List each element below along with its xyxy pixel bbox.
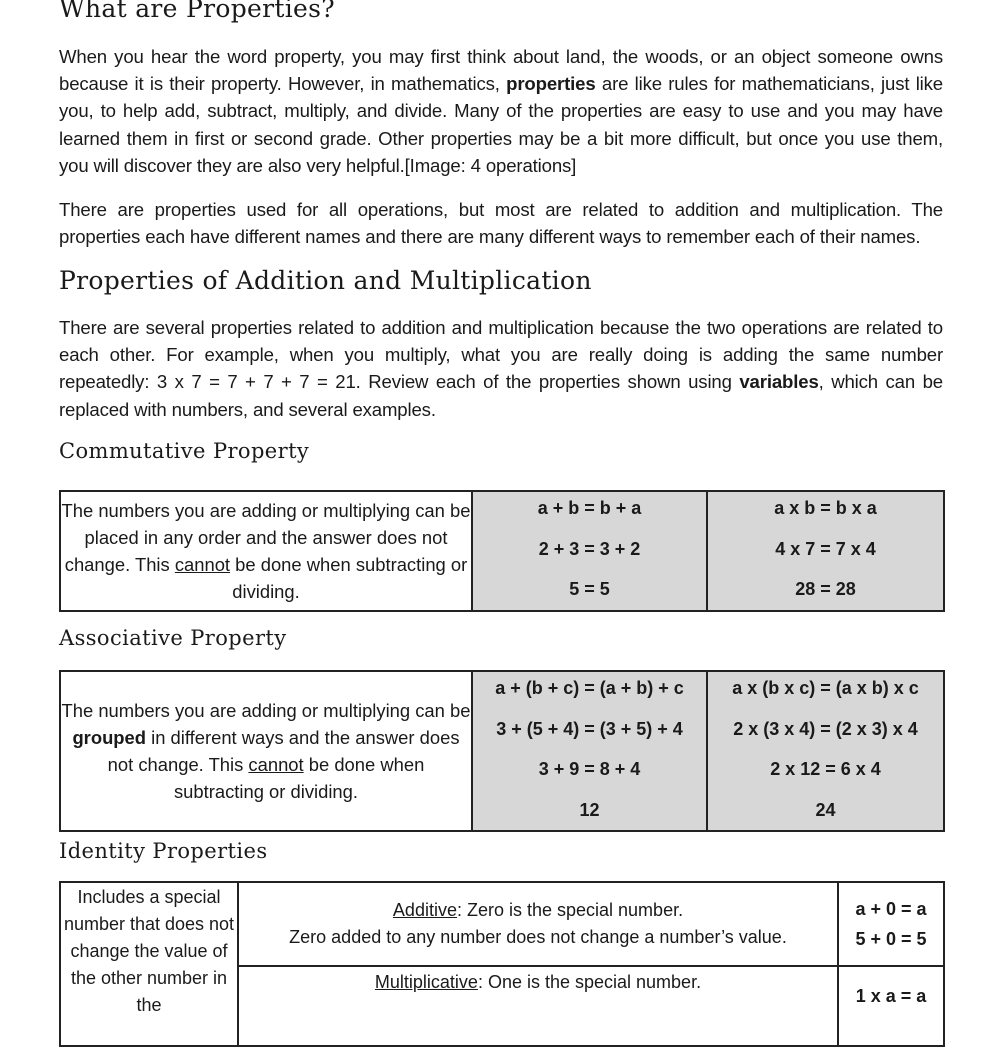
associative-desc-text-3: be done when subtracting or dividing. xyxy=(173,754,425,802)
commutative-desc-text-2: be done when subtracting or dividing. xyxy=(230,553,468,602)
associative-heading: Associative Property xyxy=(59,626,287,650)
additive-identity-examples xyxy=(838,882,944,966)
multiplicative-text: : One is the special number. xyxy=(477,972,702,992)
example-line: 1 x a = a xyxy=(855,986,927,1006)
additive-label: Additive xyxy=(392,900,457,920)
example-line: a + (b + c) = (a + b) + c xyxy=(495,678,684,698)
example-line: 28 = 28 xyxy=(795,579,856,599)
example-line: 24 xyxy=(815,799,836,820)
section-heading: Properties of Addition and Multiplication xyxy=(59,266,592,295)
page-title: What are Properties? xyxy=(59,0,335,23)
additive-text: : Zero is the special number. xyxy=(456,900,684,920)
example-line: a x (b x c) = (a x b) x c xyxy=(732,678,919,698)
commutative-desc-text-1: The numbers you are adding or multiplying can be placed in any order and the answer does not change. This xyxy=(61,499,471,575)
additive-line-2: Zero added to any number does not change a number’s value. xyxy=(289,927,787,947)
commutative-heading: Commutative Property xyxy=(59,439,310,463)
associative-table xyxy=(59,670,945,832)
example-line: a x b = b x a xyxy=(774,498,877,518)
section-bold-term: variables xyxy=(739,371,819,393)
commutative-multiplication-examples xyxy=(707,491,944,611)
intro-text-1: When you hear the word property, you may first think about land, the woods, or an object someone owns because it is their property. However, in mathematics, xyxy=(59,46,943,95)
identity-description: Includes a special number that does not change the value of the other number in the xyxy=(60,882,238,1046)
example-line: 5 + 0 = 5 xyxy=(855,929,927,949)
multiplicative-identity-text xyxy=(238,966,838,1046)
associative-description xyxy=(60,671,472,831)
intro-paragraph-1 xyxy=(59,43,943,179)
associative-desc-bold: grouped xyxy=(72,727,147,748)
section-text-2: , which can be replaced with numbers, and several examples. xyxy=(59,371,943,420)
example-line: 5 = 5 xyxy=(569,579,610,599)
multiplicative-label: Multiplicative xyxy=(374,972,478,992)
intro-paragraph-2: There are properties used for all operations, but most are related to addition and multiplication. The properties each have different names and there are many different ways to remember each of their names. xyxy=(59,199,943,248)
associative-multiplication-examples xyxy=(707,671,944,831)
example-line: 2 x 12 = 6 x 4 xyxy=(770,759,881,779)
example-line: 2 x (3 x 4) = (2 x 3) x 4 xyxy=(733,718,918,739)
example-line: 3 + (5 + 4) = (3 + 5) + 4 xyxy=(496,718,683,739)
associative-desc-text-1: The numbers you are adding or multiplying can be xyxy=(61,700,471,721)
section-paragraph xyxy=(59,314,943,423)
identity-heading: Identity Properties xyxy=(59,839,268,863)
commutative-desc-underline: cannot xyxy=(174,553,231,575)
intro-text-2: are like rules for mathematicians, just like you, to help add, subtract, multiply, and divide. Many of the properties are easy to use and you may have learned them in first or second grade. Other properties may be a bit more difficult, but once you use them, you will discover they are also very helpful.[Image: 4 operations] xyxy=(59,73,944,176)
associative-desc-text-2: in different ways and the answer does not change. This xyxy=(107,727,460,775)
multiplicative-identity-examples xyxy=(838,966,944,1046)
example-line: a + b = b + a xyxy=(537,498,642,518)
section-text-1: There are several properties related to addition and multiplication because the two operations are related to each other. For example, when you multiply, what you are really doing is adding the same number repeatedly: 3 x 7 = 7 + 7 + 7 = 21. Review each of the properties shown using xyxy=(59,317,943,393)
example-line: a + 0 = a xyxy=(855,899,927,919)
identity-table xyxy=(59,881,945,1047)
intro-bold-term: properties xyxy=(506,73,596,95)
example-line: 4 x 7 = 7 x 4 xyxy=(775,538,876,559)
additive-line-1 xyxy=(239,897,837,924)
commutative-addition-examples xyxy=(472,491,707,611)
example-line: 2 + 3 = 3 + 2 xyxy=(538,538,641,559)
multiplicative-line-1 xyxy=(239,969,837,996)
example-line: 3 + 9 = 8 + 4 xyxy=(538,759,641,779)
associative-desc-underline: cannot xyxy=(248,754,304,775)
associative-addition-examples xyxy=(472,671,707,831)
commutative-table xyxy=(59,490,945,612)
commutative-description xyxy=(60,491,472,611)
additive-identity-text xyxy=(238,882,838,966)
example-line: 12 xyxy=(579,799,600,820)
